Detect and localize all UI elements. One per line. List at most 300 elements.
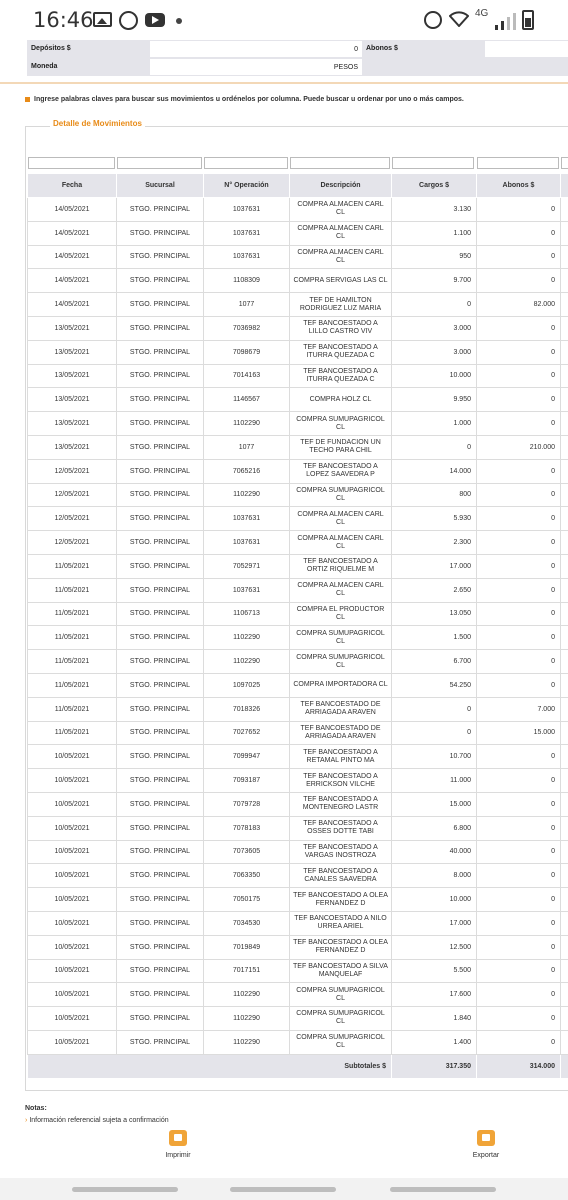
table-row (28, 364, 568, 388)
cell-cargos: 5.930 (392, 507, 477, 531)
cell-operacion: 1102290 (204, 983, 290, 1007)
cell-extra (561, 507, 568, 531)
movements-table (27, 173, 568, 1079)
filter-abonos-input[interactable] (477, 157, 559, 169)
table-row (28, 316, 568, 340)
cell-cargos: 0 (392, 721, 477, 745)
cell-abonos: 0 (477, 769, 561, 793)
cell-descripcion: TEF BANCOESTADO A ERRICKSON VILCHE (290, 769, 392, 793)
cell-operacion: 1037631 (204, 221, 290, 245)
cell-abonos: 7.000 (477, 697, 561, 721)
table-row (28, 435, 568, 459)
cell-abonos: 210.000 (477, 435, 561, 459)
cell-fecha: 11/05/2021 (28, 673, 117, 697)
subtotal-extra (561, 1054, 568, 1078)
cell-cargos: 11.000 (392, 769, 477, 793)
cell-descripcion: COMPRA EL PRODUCTOR CL (290, 602, 392, 626)
notes (25, 1105, 169, 1124)
table-row (28, 959, 568, 983)
table-row (28, 650, 568, 674)
cell-operacion: 1146567 (204, 388, 290, 412)
cell-abonos: 0 (477, 316, 561, 340)
cell-abonos: 0 (477, 602, 561, 626)
cell-cargos: 54.250 (392, 673, 477, 697)
nav-home-handle[interactable] (230, 1187, 336, 1192)
cell-operacion: 7065216 (204, 459, 290, 483)
whatsapp-icon (119, 11, 138, 30)
cell-operacion: 7014163 (204, 364, 290, 388)
cell-fecha: 11/05/2021 (28, 697, 117, 721)
cell-descripcion: TEF BANCOESTADO A ITURRA QUEZADA C (290, 340, 392, 364)
cell-cargos: 950 (392, 245, 477, 269)
cell-operacion: 7079728 (204, 792, 290, 816)
cell-operacion: 1102290 (204, 626, 290, 650)
cell-cargos: 8.000 (392, 864, 477, 888)
cell-sucursal: STGO. PRINCIPAL (117, 316, 204, 340)
cell-cargos: 6.800 (392, 816, 477, 840)
cell-sucursal: STGO. PRINCIPAL (117, 721, 204, 745)
cell-fecha: 14/05/2021 (28, 245, 117, 269)
cell-abonos: 0 (477, 959, 561, 983)
cell-extra (561, 435, 568, 459)
subtotal-cargos: 317.350 (392, 1054, 477, 1078)
cell-sucursal: STGO. PRINCIPAL (117, 1030, 204, 1054)
column-header-abonos[interactable]: Abonos $ (477, 174, 561, 198)
cell-cargos: 1.500 (392, 626, 477, 650)
export-button[interactable] (466, 1130, 506, 1159)
table-row (28, 340, 568, 364)
cell-extra (561, 554, 568, 578)
filter-descripcion-input[interactable] (290, 157, 390, 169)
cell-abonos: 0 (477, 1030, 561, 1054)
cell-extra (561, 864, 568, 888)
cell-operacion: 1037631 (204, 198, 290, 222)
table-row (28, 697, 568, 721)
cell-operacion: 7018326 (204, 697, 290, 721)
battery-icon (522, 10, 534, 30)
filter-sucursal-input[interactable] (117, 157, 202, 169)
depositos-row (27, 40, 568, 58)
cell-sucursal: STGO. PRINCIPAL (117, 935, 204, 959)
cell-descripcion: COMPRA ALMACEN CARL CL (290, 198, 392, 222)
cell-operacion: 7099947 (204, 745, 290, 769)
table-row (28, 459, 568, 483)
cell-cargos: 17.600 (392, 983, 477, 1007)
cell-descripcion: TEF BANCOESTADO A OSSES DOTTE TABI (290, 816, 392, 840)
cell-extra (561, 388, 568, 412)
depositos-value: 0 (150, 40, 362, 58)
table-row (28, 935, 568, 959)
cell-extra (561, 221, 568, 245)
cell-extra (561, 792, 568, 816)
moneda-label: Moneda (27, 58, 150, 76)
export-icon (477, 1130, 495, 1146)
cell-sucursal: STGO. PRINCIPAL (117, 602, 204, 626)
cell-descripcion: TEF BANCOESTADO A ORTIZ RIQUELME M (290, 554, 392, 578)
cell-extra (561, 911, 568, 935)
cell-cargos: 12.500 (392, 935, 477, 959)
print-label: Imprimir (165, 1152, 191, 1159)
abonos-value (485, 40, 568, 58)
cell-sucursal: STGO. PRINCIPAL (117, 864, 204, 888)
abonos-label: Abonos $ (362, 40, 485, 58)
cell-fecha: 13/05/2021 (28, 435, 117, 459)
cell-extra (561, 888, 568, 912)
cell-operacion: 1077 (204, 293, 290, 317)
filter-extra-input[interactable] (561, 157, 568, 169)
cell-abonos: 0 (477, 626, 561, 650)
cell-abonos: 0 (477, 816, 561, 840)
cell-descripcion: TEF BANCOESTADO A SILVA MANQUELAF (290, 959, 392, 983)
cell-descripcion: TEF BANCOESTADO DE ARRIAGADA ARAVEN (290, 721, 392, 745)
cell-descripcion: COMPRA SUMUPAGRICOL CL (290, 412, 392, 436)
network-type-label: 4G (475, 8, 489, 19)
cell-fecha: 11/05/2021 (28, 650, 117, 674)
cell-sucursal: STGO. PRINCIPAL (117, 792, 204, 816)
cell-abonos: 0 (477, 935, 561, 959)
cell-abonos: 82.000 (477, 293, 561, 317)
cell-fecha: 13/05/2021 (28, 316, 117, 340)
status-bar (0, 0, 568, 42)
cell-extra (561, 626, 568, 650)
cell-operacion: 1102290 (204, 1030, 290, 1054)
subtotal-label: Subtotales $ (28, 1054, 392, 1078)
filter-operacion-input[interactable] (204, 157, 288, 169)
cell-extra (561, 602, 568, 626)
cell-extra (561, 650, 568, 674)
system-nav-bar (0, 1178, 568, 1200)
cell-fecha: 11/05/2021 (28, 578, 117, 602)
cell-cargos: 1.100 (392, 221, 477, 245)
cell-abonos: 0 (477, 388, 561, 412)
filter-fecha-input[interactable] (28, 157, 115, 169)
cell-descripcion: TEF BANCOESTADO A LILLO CASTRO VIV (290, 316, 392, 340)
cell-fecha: 12/05/2021 (28, 507, 117, 531)
table-row (28, 816, 568, 840)
wifi-icon (449, 11, 469, 27)
cell-abonos: 0 (477, 507, 561, 531)
cell-fecha: 10/05/2021 (28, 1030, 117, 1054)
cell-abonos: 0 (477, 1007, 561, 1031)
cell-abonos: 0 (477, 221, 561, 245)
cell-extra (561, 1007, 568, 1031)
table-row (28, 293, 568, 317)
cell-fecha: 10/05/2021 (28, 864, 117, 888)
table-row (28, 792, 568, 816)
cell-fecha: 14/05/2021 (28, 198, 117, 222)
cell-operacion: 1102290 (204, 483, 290, 507)
cell-extra (561, 697, 568, 721)
cell-fecha: 10/05/2021 (28, 745, 117, 769)
cell-operacion: 7093187 (204, 769, 290, 793)
cell-fecha: 12/05/2021 (28, 483, 117, 507)
cell-abonos: 0 (477, 888, 561, 912)
table-row (28, 673, 568, 697)
cell-extra (561, 769, 568, 793)
cell-extra (561, 531, 568, 555)
cell-cargos: 0 (392, 697, 477, 721)
cell-extra (561, 412, 568, 436)
cell-fecha: 11/05/2021 (28, 626, 117, 650)
cell-extra (561, 364, 568, 388)
table-row (28, 221, 568, 245)
table-row (28, 388, 568, 412)
cell-descripcion: COMPRA SUMUPAGRICOL CL (290, 1030, 392, 1054)
cell-cargos: 14.000 (392, 459, 477, 483)
cell-extra (561, 269, 568, 293)
cell-sucursal: STGO. PRINCIPAL (117, 245, 204, 269)
subtotal-abonos: 314.000 (477, 1054, 561, 1078)
cell-extra (561, 983, 568, 1007)
cell-abonos: 0 (477, 269, 561, 293)
column-filters (28, 157, 568, 169)
cell-sucursal: STGO. PRINCIPAL (117, 650, 204, 674)
cell-abonos: 0 (477, 412, 561, 436)
cell-sucursal: STGO. PRINCIPAL (117, 435, 204, 459)
cell-cargos: 1.000 (392, 412, 477, 436)
cell-extra (561, 316, 568, 340)
nav-back-handle[interactable] (72, 1187, 178, 1192)
column-header-extra (561, 174, 568, 198)
table-row (28, 578, 568, 602)
cell-sucursal: STGO. PRINCIPAL (117, 531, 204, 555)
cell-abonos: 0 (477, 245, 561, 269)
status-time: 16:46 (33, 8, 94, 32)
cell-extra (561, 721, 568, 745)
subtotal-row (28, 1054, 568, 1078)
table-row (28, 745, 568, 769)
cell-descripcion: TEF BANCOESTADO A LOPEZ SAAVEDRA P (290, 459, 392, 483)
cell-cargos: 13.050 (392, 602, 477, 626)
cell-operacion: 7027652 (204, 721, 290, 745)
cell-cargos: 3.130 (392, 198, 477, 222)
cell-extra (561, 673, 568, 697)
cell-descripcion: TEF BANCOESTADO A VARGAS INOSTROZA (290, 840, 392, 864)
cell-operacion: 1102290 (204, 1007, 290, 1031)
cell-operacion: 7034530 (204, 911, 290, 935)
cell-descripcion: COMPRA ALMACEN CARL CL (290, 578, 392, 602)
cell-extra (561, 1030, 568, 1054)
table-row (28, 864, 568, 888)
cell-sucursal: STGO. PRINCIPAL (117, 983, 204, 1007)
instruction-text: Ingrese palabras claves para buscar sus movimientos u ordénelos por columna. Puede buscar u ordenar por uno o más campos. (34, 96, 464, 103)
cell-operacion: 1077 (204, 435, 290, 459)
cell-sucursal: STGO. PRINCIPAL (117, 388, 204, 412)
cell-sucursal: STGO. PRINCIPAL (117, 697, 204, 721)
moneda-filler (362, 58, 568, 76)
cell-fecha: 12/05/2021 (28, 459, 117, 483)
table-row (28, 602, 568, 626)
table-row (28, 1030, 568, 1054)
notes-title: Notas: (25, 1105, 47, 1112)
cell-descripcion: TEF BANCOESTADO A MONTENEGRO LASTR (290, 792, 392, 816)
cell-cargos: 3.000 (392, 316, 477, 340)
cell-cargos: 6.700 (392, 650, 477, 674)
cell-cargos: 9.950 (392, 388, 477, 412)
cell-abonos: 0 (477, 198, 561, 222)
cell-extra (561, 340, 568, 364)
fieldset-border-bottom (25, 1090, 568, 1091)
cell-abonos: 0 (477, 483, 561, 507)
cell-sucursal: STGO. PRINCIPAL (117, 745, 204, 769)
depositos-label: Depósitos $ (27, 40, 150, 58)
cell-fecha: 13/05/2021 (28, 364, 117, 388)
cell-operacion: 7019849 (204, 935, 290, 959)
cell-cargos: 10.000 (392, 364, 477, 388)
cell-cargos: 10.700 (392, 745, 477, 769)
cell-sucursal: STGO. PRINCIPAL (117, 340, 204, 364)
notes-item-text: Información referencial sujeta a confirmación (29, 1117, 169, 1124)
cell-operacion: 7098679 (204, 340, 290, 364)
cell-fecha: 10/05/2021 (28, 935, 117, 959)
table-row (28, 507, 568, 531)
cell-abonos: 0 (477, 983, 561, 1007)
cell-descripcion: COMPRA ALMACEN CARL CL (290, 245, 392, 269)
youtube-icon (145, 13, 165, 27)
cell-descripcion: COMPRA SUMUPAGRICOL CL (290, 650, 392, 674)
cell-sucursal: STGO. PRINCIPAL (117, 554, 204, 578)
cell-extra (561, 483, 568, 507)
cell-operacion: 1037631 (204, 507, 290, 531)
table-row (28, 840, 568, 864)
notes-item (25, 1117, 169, 1124)
table-row (28, 198, 568, 222)
cell-abonos: 0 (477, 578, 561, 602)
table-row (28, 769, 568, 793)
cell-abonos: 15.000 (477, 721, 561, 745)
cell-descripcion: COMPRA ALMACEN CARL CL (290, 221, 392, 245)
cell-sucursal: STGO. PRINCIPAL (117, 221, 204, 245)
note-bullet-icon: › (25, 1117, 28, 1124)
cell-sucursal: STGO. PRINCIPAL (117, 459, 204, 483)
table-header-row (28, 174, 568, 198)
cell-operacion: 7050175 (204, 888, 290, 912)
signal-icon (494, 12, 516, 30)
moneda-value: PESOS (150, 58, 362, 76)
section-title: Detalle de Movimientos (50, 119, 145, 128)
cell-descripcion: COMPRA SUMUPAGRICOL CL (290, 483, 392, 507)
cell-fecha: 14/05/2021 (28, 221, 117, 245)
column-header-cargos[interactable]: Cargos $ (392, 174, 477, 198)
cell-operacion: 1106713 (204, 602, 290, 626)
cell-extra (561, 245, 568, 269)
cell-cargos: 2.650 (392, 578, 477, 602)
table-row (28, 412, 568, 436)
cell-extra (561, 816, 568, 840)
cell-descripcion: TEF BANCOESTADO A OLEA FERNANDEZ D (290, 935, 392, 959)
cell-extra (561, 293, 568, 317)
table-row (28, 245, 568, 269)
cell-fecha: 13/05/2021 (28, 340, 117, 364)
cell-descripcion: TEF DE HAMILTON RODRIGUEZ LUZ MARIA (290, 293, 392, 317)
column-header-descripcion[interactable]: Descripción (290, 174, 392, 198)
cell-descripcion: COMPRA ALMACEN CARL CL (290, 531, 392, 555)
cell-abonos: 0 (477, 364, 561, 388)
table-row (28, 1007, 568, 1031)
filter-cargos-input[interactable] (392, 157, 474, 169)
cell-cargos: 15.000 (392, 792, 477, 816)
cell-sucursal: STGO. PRINCIPAL (117, 1007, 204, 1031)
moneda-row (27, 58, 568, 76)
cell-cargos: 0 (392, 435, 477, 459)
cell-cargos: 1.840 (392, 1007, 477, 1031)
cell-sucursal: STGO. PRINCIPAL (117, 293, 204, 317)
cell-sucursal: STGO. PRINCIPAL (117, 578, 204, 602)
cell-sucursal: STGO. PRINCIPAL (117, 198, 204, 222)
cell-fecha: 10/05/2021 (28, 840, 117, 864)
cell-fecha: 10/05/2021 (28, 1007, 117, 1031)
cell-fecha: 13/05/2021 (28, 412, 117, 436)
cell-abonos: 0 (477, 340, 561, 364)
cell-sucursal: STGO. PRINCIPAL (117, 816, 204, 840)
table-body (28, 198, 568, 1055)
cell-cargos: 5.500 (392, 959, 477, 983)
cell-descripcion: TEF BANCOESTADO DE ARRIAGADA ARAVEN (290, 697, 392, 721)
cell-descripcion: COMPRA SERVIGAS LAS CL (290, 269, 392, 293)
cell-operacion: 1108309 (204, 269, 290, 293)
cell-sucursal: STGO. PRINCIPAL (117, 840, 204, 864)
cell-descripcion: COMPRA SUMUPAGRICOL CL (290, 983, 392, 1007)
cell-operacion: 7017151 (204, 959, 290, 983)
cell-cargos: 1.400 (392, 1030, 477, 1054)
column-header-fecha[interactable]: Fecha (28, 174, 117, 198)
cell-cargos: 17.000 (392, 911, 477, 935)
cell-fecha: 10/05/2021 (28, 911, 117, 935)
table-row (28, 554, 568, 578)
cell-extra (561, 935, 568, 959)
cell-descripcion: TEF BANCOESTADO A ITURRA QUEZADA C (290, 364, 392, 388)
cell-cargos: 17.000 (392, 554, 477, 578)
cell-extra (561, 198, 568, 222)
cell-abonos: 0 (477, 911, 561, 935)
cell-sucursal: STGO. PRINCIPAL (117, 507, 204, 531)
cell-abonos: 0 (477, 554, 561, 578)
print-button[interactable] (158, 1130, 198, 1159)
cell-sucursal: STGO. PRINCIPAL (117, 269, 204, 293)
column-header-operacion[interactable]: N° Operación (204, 174, 290, 198)
cell-fecha: 11/05/2021 (28, 721, 117, 745)
cell-abonos: 0 (477, 650, 561, 674)
search-instruction (25, 96, 464, 103)
cell-sucursal: STGO. PRINCIPAL (117, 911, 204, 935)
cell-sucursal: STGO. PRINCIPAL (117, 626, 204, 650)
cell-abonos: 0 (477, 459, 561, 483)
divider (0, 82, 568, 84)
cell-abonos: 0 (477, 840, 561, 864)
cell-operacion: 7078183 (204, 816, 290, 840)
cell-cargos: 10.000 (392, 888, 477, 912)
cell-fecha: 10/05/2021 (28, 769, 117, 793)
cell-fecha: 10/05/2021 (28, 959, 117, 983)
table-row (28, 531, 568, 555)
cell-cargos: 3.000 (392, 340, 477, 364)
table-row (28, 983, 568, 1007)
cell-sucursal: STGO. PRINCIPAL (117, 364, 204, 388)
cell-fecha: 10/05/2021 (28, 888, 117, 912)
column-header-sucursal[interactable]: Sucursal (117, 174, 204, 198)
cell-sucursal: STGO. PRINCIPAL (117, 483, 204, 507)
cell-operacion: 1102290 (204, 412, 290, 436)
cell-fecha: 11/05/2021 (28, 602, 117, 626)
cell-operacion: 1097025 (204, 673, 290, 697)
table-row (28, 888, 568, 912)
cell-fecha: 12/05/2021 (28, 531, 117, 555)
cell-descripcion: TEF BANCOESTADO A RETAMAL PINTO MA (290, 745, 392, 769)
cell-sucursal: STGO. PRINCIPAL (117, 673, 204, 697)
cell-fecha: 14/05/2021 (28, 293, 117, 317)
cell-cargos: 2.300 (392, 531, 477, 555)
nav-recents-handle[interactable] (390, 1187, 496, 1192)
